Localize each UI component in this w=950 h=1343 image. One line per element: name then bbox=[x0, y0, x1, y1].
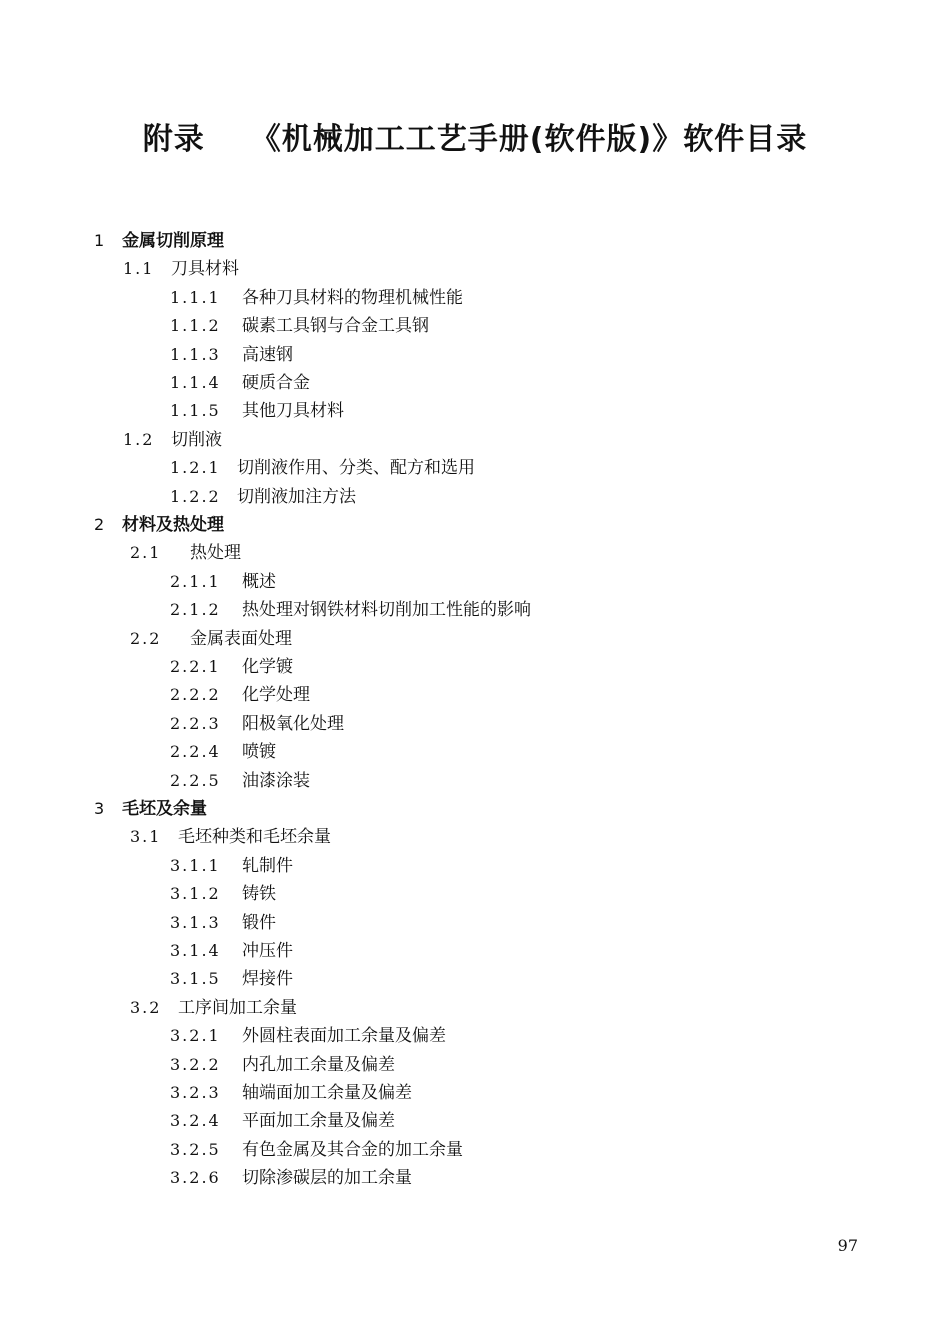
toc-item-number: 3.2.1 bbox=[170, 1026, 221, 1046]
toc-item-label: 高速钢 bbox=[242, 344, 293, 365]
toc-item-number: 3.1.5 bbox=[170, 969, 221, 989]
toc-item-label: 工序间加工余量 bbox=[178, 997, 297, 1018]
toc-item-label: 热处理对钢铁材料切削加工性能的影响 bbox=[242, 600, 531, 621]
toc-item-number: 2 bbox=[94, 515, 105, 534]
page-title bbox=[0, 114, 950, 158]
toc-item-number: 2.2 bbox=[130, 628, 162, 648]
toc-item-number: 1.1.4 bbox=[170, 373, 221, 392]
toc-item-number: 3.2.6 bbox=[170, 1168, 221, 1188]
toc-item-label: 平面加工余量及偏差 bbox=[242, 1111, 395, 1132]
toc-item-label: 概述 bbox=[242, 571, 276, 592]
toc-item-label: 外圆柱表面加工余量及偏差 bbox=[242, 1026, 446, 1047]
toc-item-label: 硬质合金 bbox=[242, 373, 310, 393]
toc-item-label: 焊接件 bbox=[242, 969, 293, 990]
toc-item-number: 1.1.5 bbox=[170, 401, 221, 421]
toc-item-label: 毛坯及余量 bbox=[122, 799, 207, 819]
toc-item-number: 3 bbox=[94, 799, 105, 818]
toc-item-label: 毛坯种类和毛坯余量 bbox=[178, 827, 331, 848]
title-main: 《机械加工工艺手册(软件版)》软件目录 bbox=[250, 122, 808, 157]
toc-item-label: 喷镀 bbox=[242, 742, 276, 763]
toc-item-number: 2.1.1 bbox=[170, 571, 221, 591]
toc-item-number: 3.1.3 bbox=[170, 912, 221, 932]
toc-item-number: 1.2.1 bbox=[170, 458, 221, 478]
toc-item-label: 油漆涂装 bbox=[242, 770, 310, 791]
toc-item-number: 1.2.2 bbox=[170, 486, 221, 506]
toc-item-label: 碳素工具钢与合金工具钢 bbox=[242, 316, 429, 337]
toc-item-label: 刀具材料 bbox=[171, 259, 239, 280]
toc-item-label: 内孔加工余量及偏差 bbox=[242, 1054, 395, 1075]
toc-item-label: 金属表面处理 bbox=[190, 628, 292, 649]
toc-item-number: 1.1 bbox=[123, 259, 155, 279]
toc-item-label: 阳极氧化处理 bbox=[242, 713, 344, 734]
toc-item-number: 2.2.3 bbox=[170, 713, 221, 733]
page-number: 97 bbox=[837, 1236, 858, 1255]
toc-item-number: 1.1.1 bbox=[170, 287, 221, 307]
toc-item-label: 切削液加注方法 bbox=[237, 486, 356, 507]
toc-item-number: 2.2.2 bbox=[170, 685, 221, 705]
toc-item-number: 1 bbox=[94, 231, 105, 250]
toc-item-label: 金属切削原理 bbox=[122, 231, 224, 251]
toc-item-number: 3.2.5 bbox=[170, 1139, 221, 1159]
toc-item-label: 热处理 bbox=[190, 543, 241, 564]
toc-item-number: 3.1 bbox=[130, 827, 162, 847]
toc-item-number: 3.1.1 bbox=[170, 855, 221, 875]
toc-item-label: 冲压件 bbox=[242, 941, 293, 961]
toc-item-label: 轧制件 bbox=[242, 855, 293, 876]
title-prefix: 附录 bbox=[142, 122, 205, 157]
toc-item-label: 其他刀具材料 bbox=[242, 401, 344, 422]
toc-item-number: 3.2 bbox=[130, 997, 162, 1017]
toc-item-label: 各种刀具材料的物理机械性能 bbox=[242, 287, 463, 308]
toc-item-label: 有色金属及其合金的加工余量 bbox=[242, 1139, 463, 1160]
toc-item-label: 铸铁 bbox=[242, 884, 276, 905]
toc-item-label: 锻件 bbox=[242, 912, 276, 933]
toc-item-number: 3.2.3 bbox=[170, 1083, 221, 1102]
toc-item-label: 切削液 bbox=[171, 429, 222, 450]
toc-item-number: 1.1.3 bbox=[170, 344, 221, 364]
toc-item-number: 2.2.5 bbox=[170, 770, 221, 790]
toc-item-label: 化学处理 bbox=[242, 685, 310, 706]
toc-item-number: 1.2 bbox=[123, 429, 155, 449]
toc-item-number: 3.1.4 bbox=[170, 941, 221, 960]
toc-item-number: 3.1.2 bbox=[170, 884, 221, 904]
toc-item-number: 3.2.4 bbox=[170, 1111, 221, 1131]
toc-item-label: 材料及热处理 bbox=[122, 515, 224, 535]
toc-item-number: 2.1 bbox=[130, 543, 162, 563]
toc-item-number: 2.2.4 bbox=[170, 742, 221, 762]
toc-item-label: 切除渗碳层的加工余量 bbox=[242, 1168, 412, 1189]
toc-item-number: 2.1.2 bbox=[170, 600, 221, 620]
toc-item-label: 轴端面加工余量及偏差 bbox=[242, 1083, 412, 1103]
toc-item-label: 化学镀 bbox=[242, 657, 293, 677]
toc-item-label: 切削液作用、分类、配方和选用 bbox=[237, 458, 475, 479]
toc-item-number: 1.1.2 bbox=[170, 316, 221, 336]
toc-item-number: 2.2.1 bbox=[170, 657, 221, 676]
toc-item-number: 3.2.2 bbox=[170, 1054, 221, 1074]
